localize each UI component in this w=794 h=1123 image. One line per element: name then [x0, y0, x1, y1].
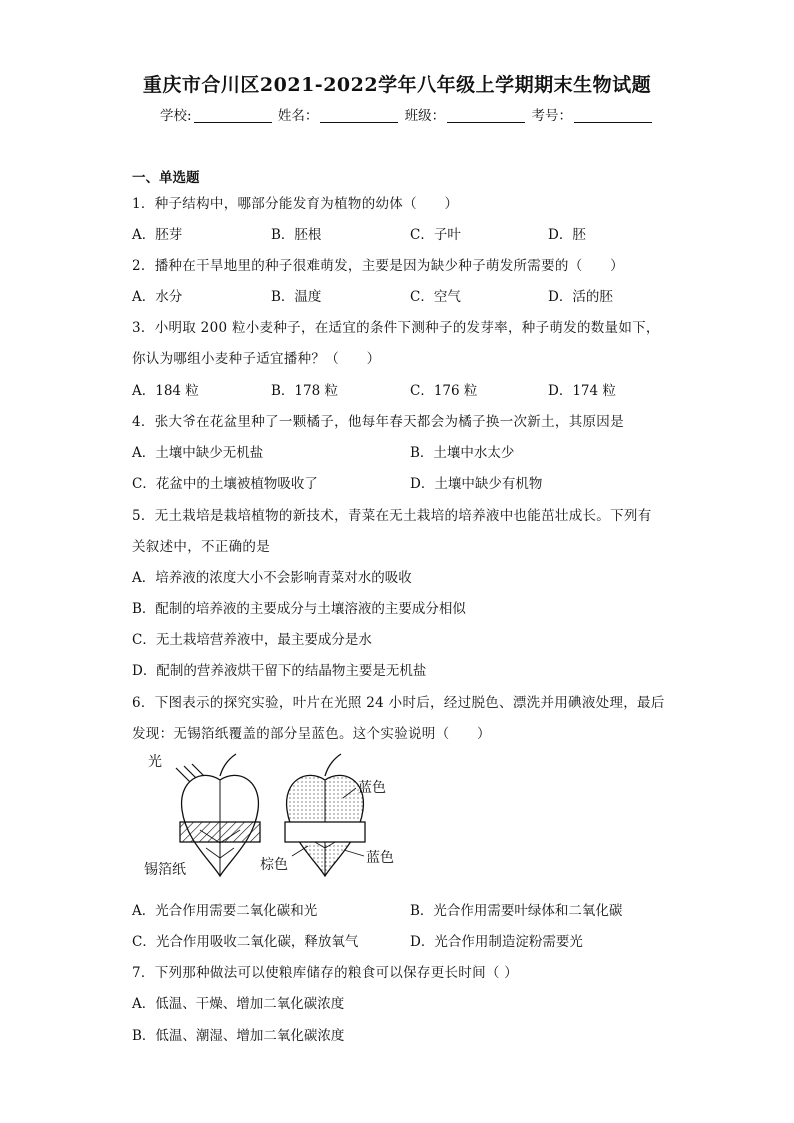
class-label: 班级：: [404, 108, 446, 124]
class-blank[interactable]: [447, 108, 525, 123]
blue-top-label: 蓝色: [358, 780, 386, 796]
question-2-option-b[interactable]: B．温度: [271, 289, 322, 305]
question-1-option-d[interactable]: D．胚: [548, 227, 586, 243]
question-3-option-d[interactable]: D．174 粒: [548, 383, 616, 399]
school-label: 学校:: [160, 108, 192, 124]
question-2-option-c[interactable]: C．空气: [410, 289, 461, 305]
leaf-experiment-figure: [140, 748, 410, 883]
number-blank[interactable]: [574, 108, 652, 123]
question-3-line-1: 3．小明取 200 粒小麦种子，在适宜的条件下测种子的发芽率，种子萌发的数量如下，: [132, 320, 660, 336]
question-4-line-1: 4．张大爷在花盆里种了一颗橘子，他每年春天都会为橘子换一次新土，其原因是: [132, 414, 624, 430]
question-7-line-1: 7．下列那种做法可以使粮库储存的粮食可以保存更长时间（ ）: [132, 965, 519, 981]
foil-strip: [180, 822, 260, 842]
question-7-option-b[interactable]: B．低温、潮湿、增加二氧化碳浓度: [132, 1028, 345, 1044]
question-3-option-c[interactable]: C．176 粒: [410, 383, 478, 399]
question-5-line-2: 关叙述中，不正确的是: [132, 539, 270, 555]
light-label: 光: [148, 754, 162, 770]
question-5-line-1: 5．无土栽培是栽培植物的新技术，青菜在无土栽培的培养液中也能茁壮成长。下列有: [132, 508, 652, 524]
question-6-option-c[interactable]: C．光合作用吸收二氧化碳，释放氧气: [132, 934, 359, 950]
left-leaf-icon: [180, 754, 260, 876]
question-2-option-d[interactable]: D．活的胚: [548, 289, 613, 305]
question-1-line-1: 1．种子结构中，哪部分能发育为植物的幼体（ ）: [132, 196, 459, 212]
question-6-option-b[interactable]: B．光合作用需要叶绿体和二氧化碳: [410, 903, 623, 919]
name-blank[interactable]: [320, 108, 398, 123]
question-2-option-a[interactable]: A．水分: [132, 289, 183, 305]
foil-label: 锡箔纸: [144, 862, 186, 878]
right-leaf-icon: [285, 754, 365, 876]
question-4-option-d[interactable]: D．土壤中缺少有机物: [410, 476, 543, 492]
question-7-option-a[interactable]: A．低温、干燥、增加二氧化碳浓度: [132, 996, 345, 1012]
blue-bottom-label: 蓝色: [366, 850, 394, 866]
question-6-line-2: 发现：无锡箔纸覆盖的部分呈蓝色。这个实验说明（ ）: [132, 726, 491, 742]
question-4-option-b[interactable]: B．土壤中水太少: [410, 445, 515, 461]
question-4-option-c[interactable]: C．花盆中的土壤被植物吸收了: [132, 476, 318, 492]
question-6-option-a[interactable]: A．光合作用需要二氧化碳和光: [132, 903, 318, 919]
question-6-option-d[interactable]: D．光合作用制造淀粉需要光: [410, 934, 583, 950]
question-1-option-c[interactable]: C．子叶: [410, 227, 461, 243]
question-5-option-d[interactable]: D．配制的营养液烘干留下的结晶物主要是无机盐: [132, 663, 427, 679]
question-3-option-b[interactable]: B．178 粒: [271, 383, 338, 399]
exam-title: 重庆市合川区2021-2022学年八年级上学期期末生物试题: [142, 74, 652, 96]
brown-label: 棕色: [260, 857, 288, 873]
uncovered-strip: [285, 822, 365, 842]
school-blank[interactable]: [194, 108, 272, 123]
question-3-line-2: 你认为哪组小麦种子适宜播种？（ ）: [132, 351, 381, 367]
number-label: 考号：: [531, 108, 572, 124]
question-3-option-a[interactable]: A．184 粒: [132, 383, 199, 399]
section-heading: 一、单选题: [132, 170, 200, 186]
question-5-option-c[interactable]: C．无土栽培营养液中，最主要成分是水: [132, 632, 372, 648]
question-5-option-b[interactable]: B．配制的培养液的主要成分与土壤溶液的主要成分相似: [132, 601, 466, 617]
question-1-option-a[interactable]: A．胚芽: [132, 227, 183, 243]
question-1-option-b[interactable]: B．胚根: [271, 227, 322, 243]
question-6-line-1: 6．下图表示的探究实验，叶片在光照 24 小时后，经过脱色、漂洗并用碘液处理，最后: [132, 695, 665, 711]
name-label: 姓名：: [277, 108, 319, 124]
question-5-option-a[interactable]: A．培养液的浓度大小不会影响青菜对水的吸收: [132, 570, 412, 586]
question-2-line-1: 2．播种在干旱地里的种子很难萌发，主要是因为缺少种子萌发所需要的（ ）: [132, 258, 624, 274]
student-info-line: [160, 104, 654, 124]
question-4-option-a[interactable]: A．土壤中缺少无机盐: [132, 445, 264, 461]
